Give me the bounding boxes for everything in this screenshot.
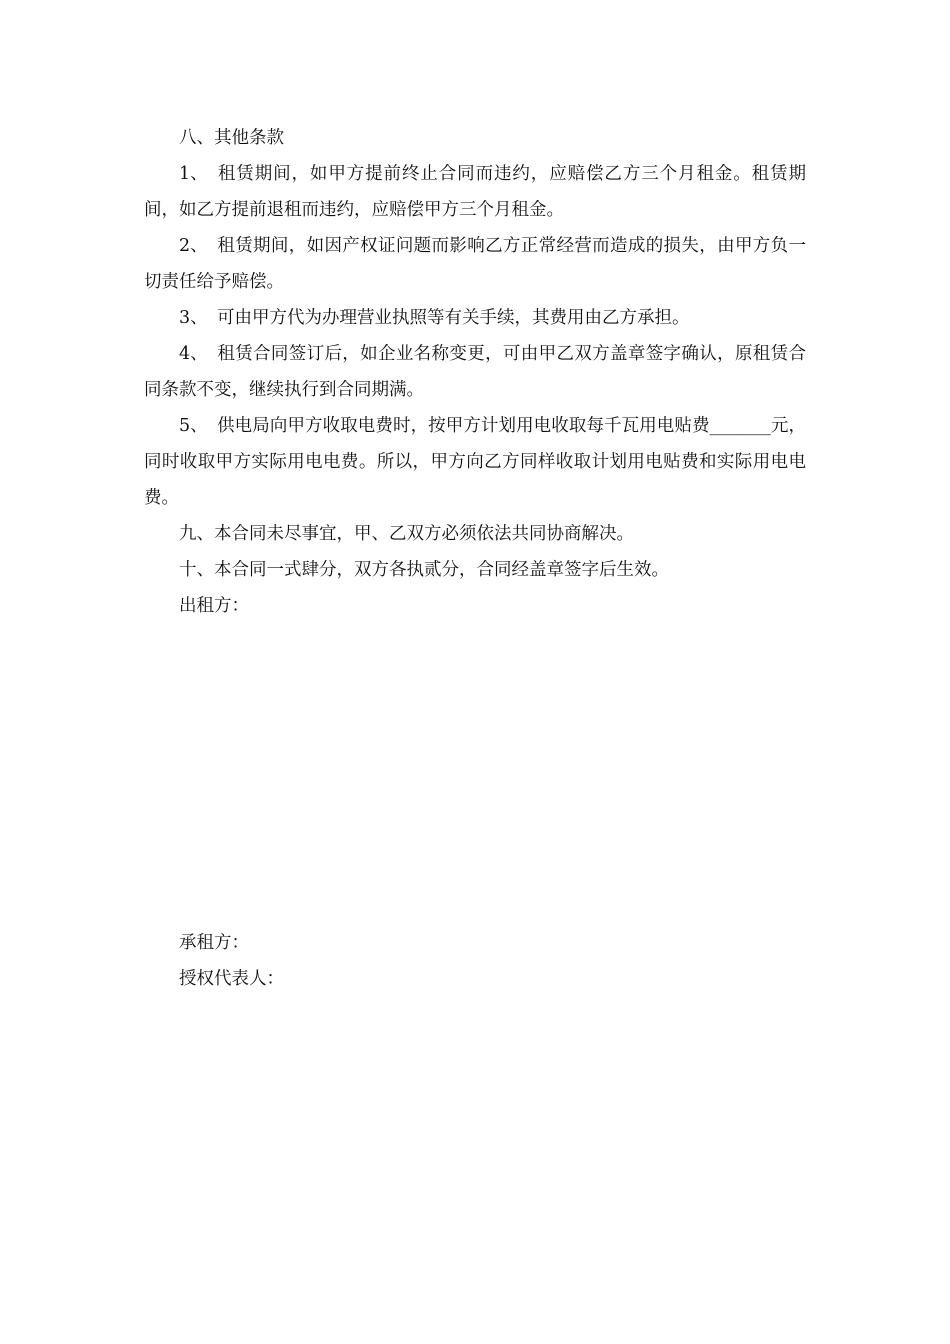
clause-ten: 十、本合同一式肆分，双方各执贰分，合同经盖章签字后生效。	[179, 560, 669, 580]
authorized-representative-label: 授权代表人：	[179, 969, 284, 989]
signature-block	[144, 925, 806, 997]
clause-1	[144, 156, 806, 228]
clause-text: 租赁期间，如甲方提前终止合同而违约，应赔偿乙方三个月租金。租赁期间，如乙方提前退租而违约，应赔偿甲方三个月租金。	[144, 164, 806, 220]
clause-nine: 九、本合同未尽事宜，甲、乙双方必须依法共同协商解决。	[179, 524, 634, 544]
clause-number: 2、	[179, 236, 208, 256]
clause-text: 租赁期间，如因产权证问题而影响乙方正常经营而造成的损失，由甲方负一切责任给予赔偿。	[144, 236, 806, 292]
lessor-label: 出租方：	[179, 596, 249, 616]
contract-body	[144, 120, 806, 624]
clause-3	[144, 300, 806, 336]
clause-text: 可由甲方代为办理营业执照等有关手续，其费用由乙方承担。	[217, 308, 690, 328]
clause-4	[144, 336, 806, 408]
clause-text: 供电局向甲方收取电费时，按甲方计划用电收取每千瓦用电贴费_______元，同时收取甲方实际用电电费。所以，甲方向乙方同样收取计划用电贴费和实际用电电费。	[144, 416, 806, 508]
lessee-label: 承租方：	[179, 933, 249, 953]
clause-number: 5、	[179, 416, 208, 436]
clause-2	[144, 228, 806, 300]
clause-number: 4、	[179, 344, 208, 364]
clause-number: 1、	[179, 164, 208, 184]
clause-text: 租赁合同签订后，如企业名称变更，可由甲乙双方盖章签字确认，原租赁合同条款不变，继续执行到合同期满。	[144, 344, 806, 400]
section-heading-other-terms: 八、其他条款	[179, 128, 284, 148]
clause-number: 3、	[179, 308, 208, 328]
clause-5	[144, 408, 806, 516]
